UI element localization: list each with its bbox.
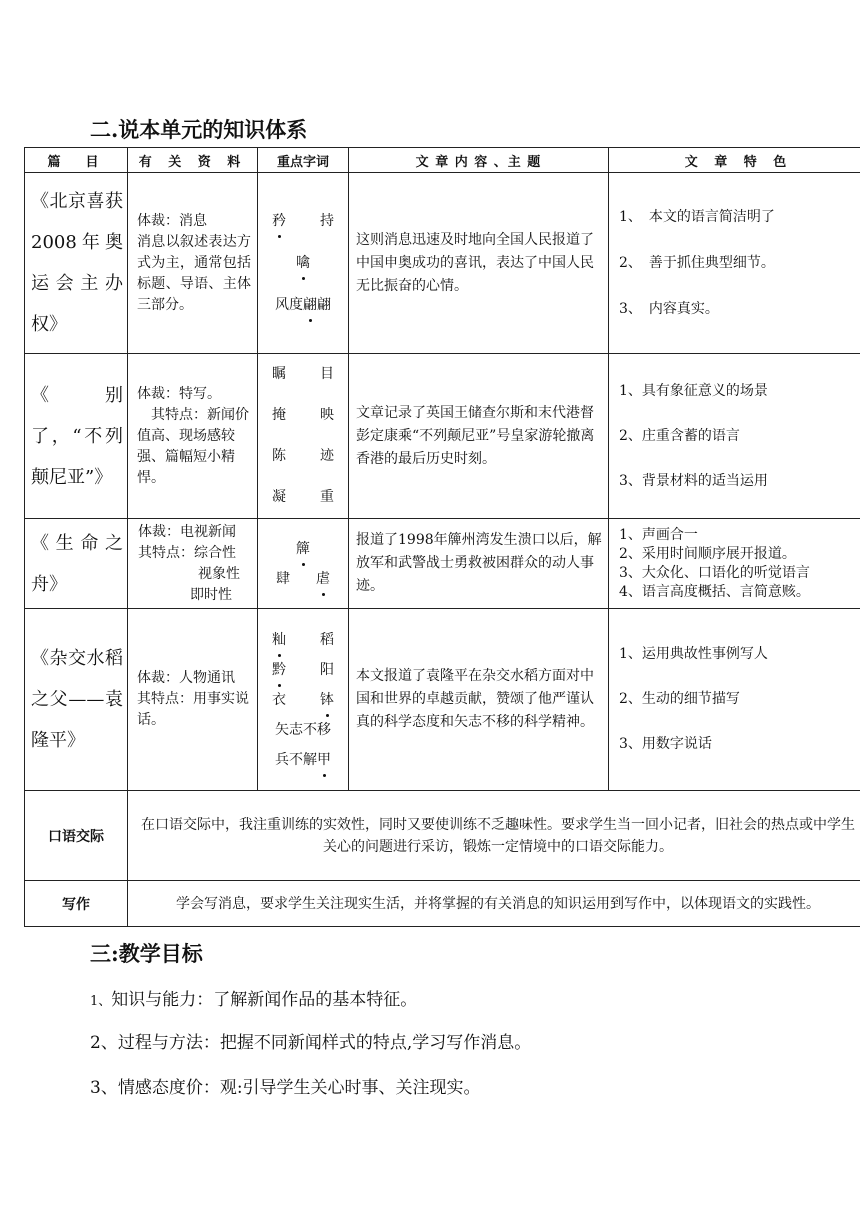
keyword-char: 矜 — [272, 206, 286, 236]
article-features — [609, 609, 860, 791]
feature-item: 3、大众化、口语化的听觉语言 — [619, 564, 810, 581]
table-row — [25, 519, 860, 609]
article-info: 体裁：特写。 其特点：新闻价值高、现场感较强、篇幅短小精悍。 — [128, 354, 258, 519]
info-line: 即时性 — [190, 586, 232, 603]
objective-text: 知识与能力：了解新闻作品的基本特征。 — [111, 990, 418, 1010]
feature-item: 3、 内容真实。 — [619, 300, 719, 317]
objective-text: 过程与方法：把握不同新闻样式的特点,学习写作消息。 — [117, 1033, 532, 1053]
keyword: 掩 映 — [272, 407, 334, 423]
keyword: 瞩 目 — [272, 366, 334, 382]
keyword: 黔 阳 — [266, 655, 340, 685]
writing-row — [25, 881, 860, 927]
article-info — [128, 519, 258, 609]
keyword: 风度翩翩 — [266, 290, 340, 320]
article-info: 体裁：人物通讯 其特点：用事实说话。 — [128, 609, 258, 791]
feature-item: 1、声画合一 — [619, 526, 698, 543]
keyword: 籼 稻 — [266, 625, 340, 655]
feature-item: 2、庄重含蓄的语言 — [619, 427, 740, 444]
article-content: 这则消息迅速及时地向全国人民报道了中国申奥成功的喜讯，表达了中国人民无比振奋的心情。 — [349, 173, 609, 354]
keyword: 肆 虐 — [266, 564, 340, 594]
objective-number: 1、 — [90, 994, 112, 1009]
oral-text: 在口语交际中，我注重训练的实效性，同时又要使训练不乏趣味性。要求学生当一回小记者，旧社会的热点或中学生关心的问题进行采访，锻炼一定情境中的口语交际能力。 — [128, 791, 860, 881]
feature-item: 3、用数字说话 — [619, 736, 712, 752]
section-2-heading: 二.说本单元的知识体系 — [90, 117, 308, 142]
feature-item: 1、 本文的语言简洁明了 — [619, 208, 775, 225]
article-content: 本文报道了袁隆平在杂交水稻方面对中国和世界的卓越贡献，赞颂了他严谨认真的科学态度和矢志不移的科学精神。 — [349, 609, 609, 791]
header-features: 文 章 特 色 — [609, 148, 860, 173]
objective-number: 3、 — [90, 1078, 118, 1098]
header-title: 篇 目 — [25, 148, 128, 173]
article-features — [609, 173, 860, 354]
article-title: 《北京喜获2008年奥运会主办权》 — [25, 173, 128, 354]
feature-item: 3、背景材料的适当运用 — [619, 472, 768, 489]
feature-item: 2、采用时间顺序展开报道。 — [619, 545, 796, 562]
feature-item: 2、生动的细节描写 — [619, 691, 740, 707]
feature-item: 1、具有象征意义的场景 — [619, 382, 768, 399]
info-line: 视象性 — [198, 565, 240, 582]
objective-item — [90, 1073, 481, 1098]
feature-item: 2、 善于抓住典型细节。 — [619, 254, 775, 271]
article-title: 《杂交水稻之父——袁隆平》 — [25, 609, 128, 791]
article-content: 报道了1998年簰州湾发生溃口以后，解放军和武警战士勇救被困群众的动人事迹。 — [349, 519, 609, 609]
keyword: 陈 迹 — [272, 448, 334, 464]
writing-text: 学会写消息，要求学生关注现实生活，并将掌握的有关消息的知识运用到写作中，以体现语文的实践性。 — [128, 881, 860, 927]
keyword: 矢志不移 — [275, 721, 331, 738]
feature-item: 4、语言高度概括、言简意赅。 — [619, 583, 810, 600]
oral-communication-row — [25, 791, 860, 881]
keyword: 兵不解甲 — [266, 745, 340, 775]
oral-label: 口语交际 — [25, 791, 128, 881]
keyword: 衣 钵 — [266, 685, 340, 715]
article-title: 《生命之舟》 — [25, 519, 128, 609]
article-features — [609, 519, 860, 609]
header-keywords: 重点字词 — [258, 148, 349, 173]
article-info: 体裁：消息 消息以叙述表达方式为主，通常包括标题、导语、主体三部分。 — [128, 173, 258, 354]
objective-number: 2、 — [90, 1033, 118, 1053]
keyword — [266, 248, 340, 278]
writing-label: 写作 — [25, 881, 128, 927]
table-row — [25, 609, 860, 791]
objective-item — [90, 985, 417, 1010]
info-line: 其特点：综合性 — [138, 544, 236, 561]
table-row — [25, 173, 860, 354]
keyword-text: 噙 — [296, 248, 310, 278]
knowledge-system-table — [24, 147, 860, 927]
keyword — [266, 206, 340, 236]
header-content: 文 章 内 容 、主 题 — [349, 148, 609, 173]
info-line: 体裁：电视新闻 — [138, 523, 236, 540]
keyword: 凝 重 — [272, 489, 334, 505]
header-info: 有 关 资 料 — [128, 148, 258, 173]
article-title: 《别了，“不列颠尼亚”》 — [25, 354, 128, 519]
article-content: 文章记录了英国王储查尔斯和末代港督彭定康乘“不列颠尼亚”号皇家游轮撤离香港的最后历史时刻。 — [349, 354, 609, 519]
objective-text: 情感态度价：观:引导学生关心时事、关注现实。 — [117, 1078, 481, 1098]
table-row — [25, 354, 860, 519]
section-3-heading: 三:教学目标 — [90, 941, 203, 966]
keyword: 簰 — [266, 534, 340, 564]
article-features — [609, 354, 860, 519]
article-keywords — [258, 519, 349, 609]
keyword-char: 持 — [320, 213, 334, 229]
article-keywords — [258, 609, 349, 791]
feature-item: 1、运用典故性事例写人 — [619, 646, 768, 662]
table-header-row — [25, 148, 860, 173]
objective-item — [90, 1028, 531, 1053]
article-keywords — [258, 173, 349, 354]
article-keywords — [258, 354, 349, 519]
